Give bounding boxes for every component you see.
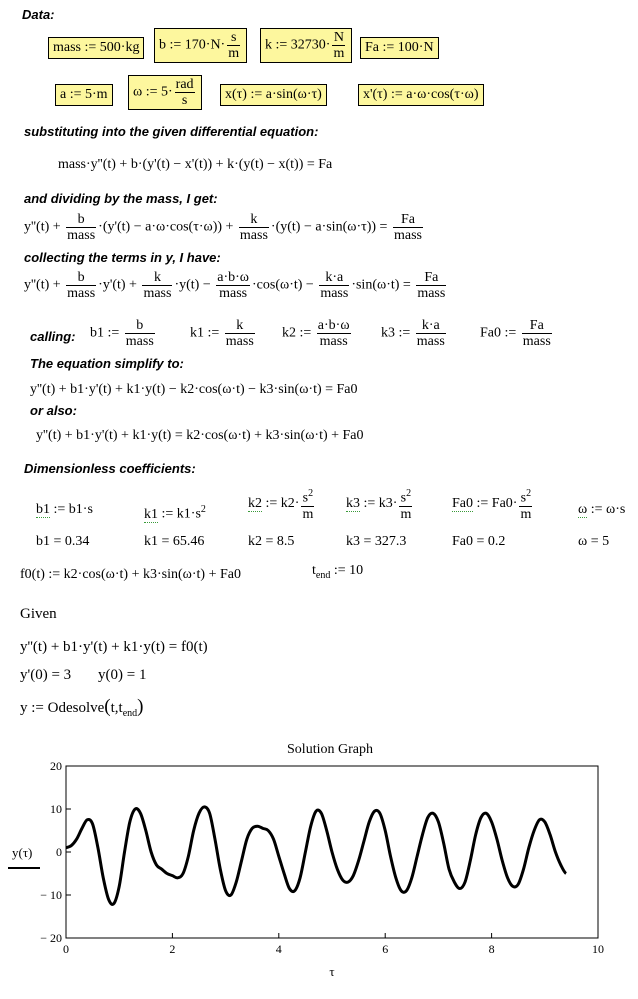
ode-equation[interactable]: y''(t) + b1·y'(t) + k1·y(t) = f0(t) <box>20 639 208 655</box>
k-definition-text: k := 32730· <box>265 37 331 53</box>
b-units: $\frac{s}{m}$ <box>228 30 240 61</box>
chart-title: Solution Graph <box>287 742 373 757</box>
k-units: $\frac{N}{m}$ <box>333 30 345 61</box>
also-header: or also: <box>30 403 77 418</box>
equation-simplified[interactable]: y''(t) + b1·y'(t) + k1·y(t) − k2·cos(ω·t) − k3·sin(ω·t) = Fa0 <box>30 382 358 397</box>
solution-graph[interactable] <box>0 735 638 999</box>
dimensionless-header: Dimensionless coefficients: <box>24 461 196 476</box>
x-tick-label: 0 <box>63 942 69 956</box>
dimless-b1[interactable]: b1 := b1·s <box>36 502 93 517</box>
simplify-header: The equation simplify to: <box>30 356 184 371</box>
tend-definition[interactable]: $t_{end}$ := 10 <box>312 563 364 581</box>
omega-definition-text: ω := 5· <box>133 84 173 100</box>
x-tick-label: 4 <box>275 942 282 956</box>
dimless-k1[interactable]: k1 := $k1\cdot s^2$ <box>144 504 206 522</box>
x-definition[interactable]: x(τ) := a·sin(ω·τ) <box>220 84 327 106</box>
def-k3[interactable]: k3 := $\frac{k\cdot a}{\text{mass}}$ <box>381 318 445 349</box>
b-definition-text: b := 170·N· <box>159 37 226 53</box>
odesolve-call[interactable]: y := $Odesolve(t,t_{end})$ <box>20 696 144 719</box>
xprime-definition[interactable]: x'(τ) := a·ω·cos(τ·ω) <box>358 84 484 106</box>
initial-condition-velocity[interactable]: y'(0) = 3 <box>20 667 72 683</box>
given-keyword[interactable]: Given <box>20 606 57 622</box>
dimless-omega[interactable]: ω := ω·s <box>578 502 626 517</box>
equation-rearranged[interactable]: y''(t) + b1·y'(t) + k1·y(t) = k2·cos(ω·t) + k3·sin(ω·t) + Fa0 <box>36 428 364 443</box>
x-tick-label: 10 <box>592 942 604 956</box>
calling-header: calling: <box>30 329 76 344</box>
dividing-header: and dividing by the mass, I get: <box>24 191 218 206</box>
equation-divided[interactable]: y''(t) + $\frac{b}{\text{mass}}$ ·(y'(t) − a·ω·cos(τ·ω)) + $\frac{k}{\text{mass}}$ ·(y(t) − a·sin(ω·τ)) = $\frac{Fa}{\text{mass}}$ <box>24 212 422 243</box>
equation-collected[interactable]: y''(t) + $\frac{b}{\text{mass}}$ ·y'(t) + $\frac{k}{\text{mass}}$ ·y(t) − $\frac{a\cdot b\cdot\omega}{\text{mass}}$ ·cos(ω·t) − $\frac{k\cdot a}{\text{mass}}$ ·sin(ω·t) = $\frac{Fa}{\text{mass}}$ <box>24 270 446 301</box>
mass-definition[interactable]: mass := 500·kg <box>48 37 144 59</box>
dimless-k2[interactable]: k2 := k2· $\frac{s^2}{m}$ <box>248 488 314 522</box>
result-omega: ω = 5 <box>578 534 610 549</box>
x-tick-label: 8 <box>488 942 495 956</box>
f0-definition[interactable]: f0(t) := k2·cos(ω·t) + k3·sin(ω·t) + Fa0 <box>20 567 241 582</box>
result-k1: k1 = 65.46 <box>144 534 205 549</box>
def-fa0[interactable]: Fa0 := $\frac{Fa}{\text{mass}}$ <box>480 318 551 349</box>
fa-definition[interactable]: Fa := 100·N <box>360 37 439 59</box>
y-tick-label: − 10 <box>40 888 62 902</box>
series-line <box>66 807 566 905</box>
x-tick-label: 6 <box>382 942 389 956</box>
y-tick-label: 10 <box>50 802 62 816</box>
a-definition[interactable]: a := 5·m <box>55 84 113 106</box>
result-k2: k2 = 8.5 <box>248 534 295 549</box>
equation-substituted[interactable]: mass·y''(t) + b·(y'(t) − x'(t)) + k·(y(t) − x(t)) = Fa <box>58 157 333 172</box>
result-fa0: Fa0 = 0.2 <box>452 534 506 549</box>
y-tick-label: 0 <box>56 845 62 859</box>
def-b1[interactable]: b1 := $\frac{b}{\text{mass}}$ <box>90 318 154 349</box>
initial-condition-position[interactable]: y(0) = 1 <box>98 667 147 683</box>
omega-units: $\frac{\text{rad}}{s}$ <box>175 77 194 108</box>
k-definition[interactable] <box>260 28 352 63</box>
omega-definition[interactable] <box>128 75 202 110</box>
dimless-k3[interactable]: k3 := k3· $\frac{s^2}{m}$ <box>346 488 412 522</box>
x-axis-label: τ <box>329 964 335 979</box>
collecting-header: collecting the terms in y, I have: <box>24 250 221 265</box>
data-header: Data: <box>22 7 55 22</box>
x-axis-ticks <box>63 933 604 956</box>
x-tick-label: 2 <box>169 942 176 956</box>
def-k1[interactable]: k1 := $\frac{k}{\text{mass}}$ <box>190 318 254 349</box>
y-tick-label: − 20 <box>40 931 62 945</box>
y-axis-label: y(τ) <box>12 845 33 860</box>
y-tick-label: 20 <box>50 759 62 773</box>
substituting-header: substituting into the given differential equation: <box>24 124 319 139</box>
def-k2[interactable]: k2 := $\frac{a\cdot b\cdot\omega}{\text{mass}}$ <box>282 318 350 349</box>
result-k3: k3 = 327.3 <box>346 534 407 549</box>
result-b1: b1 = 0.34 <box>36 534 90 549</box>
dimless-fa0[interactable]: Fa0 := Fa0· $\frac{s^2}{m}$ <box>452 488 532 522</box>
b-definition[interactable] <box>154 28 247 63</box>
